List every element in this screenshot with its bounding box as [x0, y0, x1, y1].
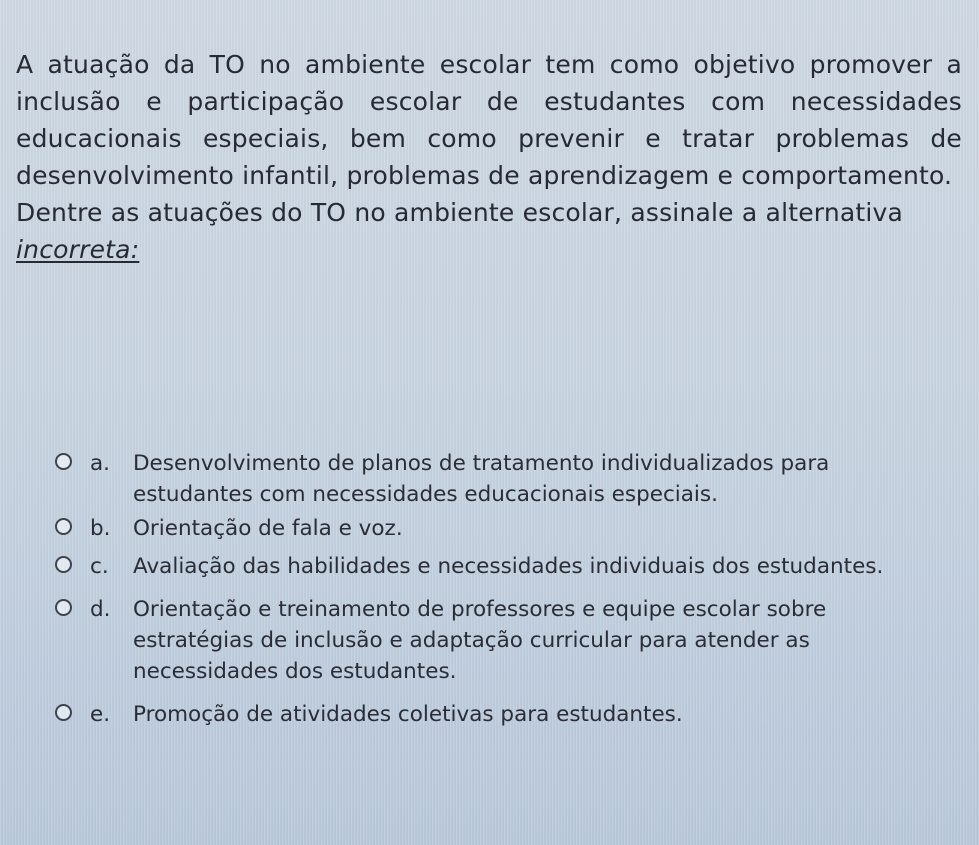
radio-button-b[interactable]	[55, 518, 72, 535]
option-b[interactable]	[55, 513, 915, 544]
radio-button-d[interactable]	[55, 599, 72, 616]
question-paragraph-2: Dentre as atuações do TO no ambiente escolar, assinale a alternativa	[16, 198, 904, 227]
option-e[interactable]	[55, 699, 915, 730]
option-c[interactable]	[55, 551, 915, 582]
option-label: Orientação e treinamento de professores e equipe escolar sobre estratégias de inclusão e adaptação curricular para atender as necessidades dos estudantes.	[133, 597, 827, 684]
option-letter: d.	[90, 597, 111, 622]
radio-button-c[interactable]	[55, 556, 72, 573]
answer-options	[55, 448, 915, 730]
option-letter: a.	[90, 451, 111, 476]
radio-button-e[interactable]	[55, 704, 72, 721]
option-label: Avaliação das habilidades e necessidades individuais dos estudantes.	[133, 554, 884, 579]
option-a[interactable]	[55, 448, 915, 510]
option-label: Promoção de atividades coletivas para estudantes.	[133, 702, 683, 727]
option-label: Orientação de fala e voz.	[133, 516, 403, 541]
option-letter: e.	[90, 702, 111, 727]
radio-button-a[interactable]	[55, 453, 72, 470]
option-letter: c.	[90, 554, 109, 579]
question-paragraph-1: A atuação da TO no ambiente escolar tem como objetivo promover a inclusão e participação escolar de estudantes com necessidades educacionais especiais, bem como prevenir e tratar problemas de desenvolvimento infantil, problemas de aprendizagem e comportamento.	[16, 50, 962, 190]
option-d[interactable]	[55, 594, 915, 687]
question-text	[16, 46, 962, 268]
option-letter: b.	[90, 516, 111, 541]
question-emphasis: incorreta:	[16, 235, 140, 264]
option-label: Desenvolvimento de planos de tratamento individualizados para estudantes com necessidades educacionais especiais.	[133, 451, 830, 507]
